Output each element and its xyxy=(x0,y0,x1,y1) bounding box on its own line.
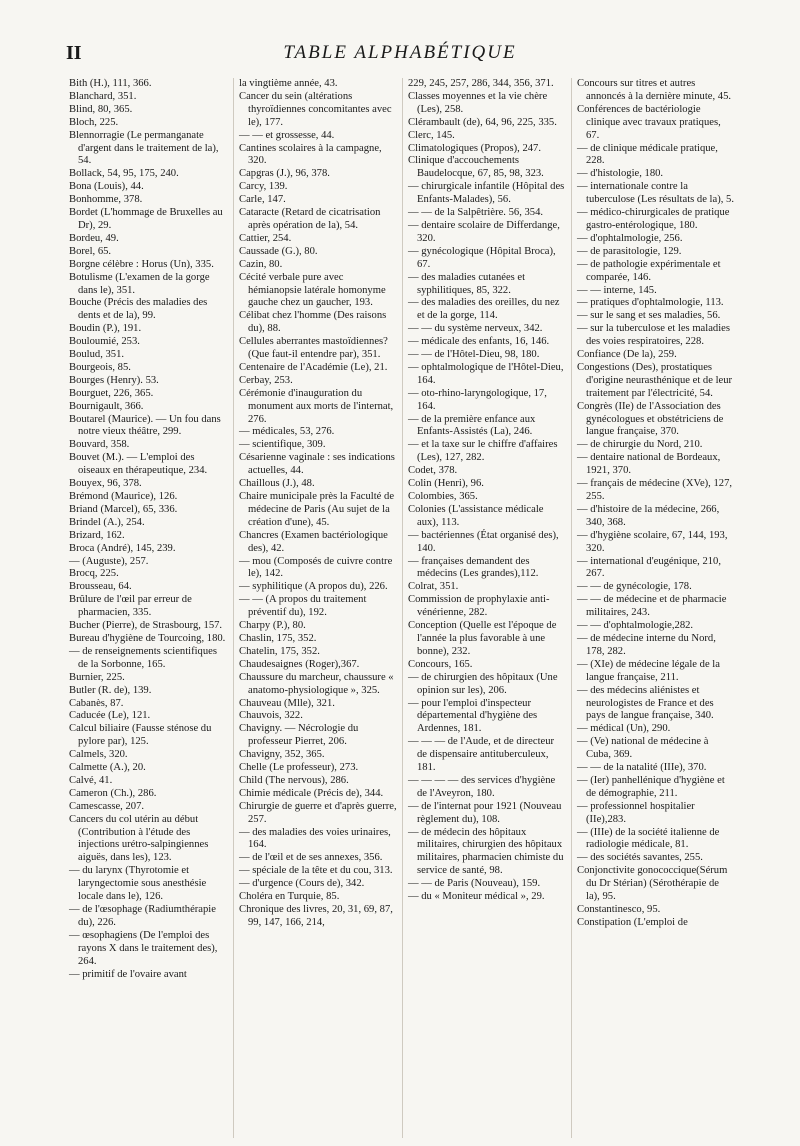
index-entry: Classes moyennes et la vie chère (Les), 258. xyxy=(408,90,548,115)
index-entry: — (IIIe) de la société italienne de radiologie médicale, 81. xyxy=(577,826,720,851)
index-entry: Chronique des livres, 20, 31, 69, 87, 99, 147, 166, 214, xyxy=(239,904,393,928)
index-entry: Child (The nervous), 286. xyxy=(239,774,349,786)
index-entry: Concours sur titres et autres annoncés à la dernière minute, 45. xyxy=(577,78,732,102)
index-entry: — — de gynécologie, 178. xyxy=(577,581,692,593)
index-entry: — sur le sang et ses maladies, 56. xyxy=(577,310,721,322)
index-entry: Cécité verbale pure avec hémianopsie latérale homonyme gauche chez un gaucher, 193. xyxy=(239,271,386,309)
index-entry: — sur la tuberculose et les maladies des voies respiratoires, 228. xyxy=(577,323,730,348)
index-entry: Chimie médicale (Précis de), 344. xyxy=(239,787,384,799)
index-entry: — (Ve) national de médecine à Cuba, 369. xyxy=(577,736,709,761)
index-column-1 xyxy=(64,78,233,1138)
index-entry: Confiance (De la), 259. xyxy=(577,349,677,361)
index-entry: Cellules aberrantes mastoïdiennes? (Que faut-il entendre par), 351. xyxy=(239,336,388,361)
index-entry: — — de médecine et de pharmacie militaires, 243. xyxy=(577,594,727,619)
index-entry: Choléra en Turquie, 85. xyxy=(239,891,340,903)
index-entry: Carle, 147. xyxy=(239,194,286,206)
index-entry: Cancers du col utérin au début (Contribution à l'étude des injections urétro-salpingiennes aiguës, dans les), 123. xyxy=(69,813,209,864)
index-entry: Chaussure du marcheur, chaussure « anatomo-physiologique », 325. xyxy=(239,671,394,696)
index-entry: Calmels, 320. xyxy=(69,749,128,761)
index-entry: Calvé, 41. xyxy=(69,774,113,786)
index-column-2 xyxy=(233,78,402,1138)
page-number: II xyxy=(66,42,82,64)
index-entry: Blind, 80, 365. xyxy=(69,103,133,115)
index-entry: Conférences de bactériologie clinique avec travaux pratiques, 67. xyxy=(577,103,721,141)
index-entry: Caussade (G.), 80. xyxy=(239,245,318,257)
index-entry: — de parasitologie, 129. xyxy=(577,245,682,257)
index-entry: — médico-chirurgicales de pratique gastro-entérologique, 180. xyxy=(577,207,730,231)
index-entry: — chirurgicale infantile (Hôpital des Enfants-Malades), 56. xyxy=(408,181,565,206)
index-entry: — — et grossesse, 44. xyxy=(239,129,335,141)
index-entry: — de l'œil et de ses annexes, 356. xyxy=(239,852,383,864)
index-entry: — d'histoire de la médecine, 266, 340, 368. xyxy=(577,503,720,528)
index-entry: Bouyex, 96, 378. xyxy=(69,478,142,490)
index-entry: Constipation (L'emploi de xyxy=(577,916,688,928)
index-entry: Bournigault, 366. xyxy=(69,400,144,412)
index-entry: Calcul biliaire (Fausse sténose du pylore par), 125. xyxy=(69,723,212,748)
index-entry: Chirurgie de guerre et d'après guerre, 257. xyxy=(239,800,397,825)
index-entry: Clinique d'accouchements Baudelocque, 67, 85, 98, 323. xyxy=(408,155,544,180)
index-entry: Chaillous (J.), 48. xyxy=(239,478,315,490)
index-entry: — mou (Composés de cuivre contre le), 142. xyxy=(239,555,393,580)
index-entry: Chancres (Examen bactériologique des), 42. xyxy=(239,529,388,554)
index-entry: — — de l'Hôtel-Dieu, 98, 180. xyxy=(408,349,540,361)
index-entry: — dentaire scolaire de Differdange, 320. xyxy=(408,219,560,244)
index-entry: — français de médecine (XVe), 127, 255. xyxy=(577,478,733,502)
index-entry: — — de Paris (Nouveau), 159. xyxy=(408,878,541,890)
index-entry: Constantinesco, 95. xyxy=(577,904,661,915)
index-entry: Cabanès, 87. xyxy=(69,697,124,709)
index-entry: Bollack, 54, 95, 175, 240. xyxy=(69,168,179,180)
index-entry: — (XIe) de médecine légale de la langue française, 211. xyxy=(577,658,720,683)
index-entry: Broca (André), 145, 239. xyxy=(69,542,176,554)
index-entry: Bloch, 225. xyxy=(69,116,119,128)
index-entry: — médical (Un), 290. xyxy=(577,723,671,735)
index-entry: Borgne célèbre : Horus (Un), 335. xyxy=(69,258,214,270)
index-entry: Camescasse, 207. xyxy=(69,800,145,812)
index-entry: Célibat chez l'homme (Des raisons du), 88. xyxy=(239,310,387,335)
index-entry: Bouche (Précis des maladies des dents et de la), 99. xyxy=(69,297,208,322)
index-entry: Congestions (Des), prostatiques d'origine neurasthénique et de leur traitement par l'électricité, 54. xyxy=(577,361,733,399)
index-entry: — d'ophtalmologie, 256. xyxy=(577,232,683,244)
index-entry: Bourges (Henry). 53. xyxy=(69,374,159,386)
index-entry: — des sociétés savantes, 255. xyxy=(577,852,703,864)
index-entry: Bith (H.), 111, 366. xyxy=(69,78,152,89)
index-entry: Calmette (A.), 20. xyxy=(69,762,146,774)
page-header xyxy=(60,40,740,70)
index-entry: Cerbay, 253. xyxy=(239,374,293,386)
index-entry: — des médecins aliénistes et neurologistes de France et des pays de langue française, 340. xyxy=(577,684,714,722)
index-entry: Chatelin, 175, 352. xyxy=(239,645,320,657)
index-entry: Borel, 65. xyxy=(69,245,112,257)
index-entry: — (Ier) panhellénique d'hygiène et de démographie, 211. xyxy=(577,774,725,799)
index-entry: — de pathologie expérimentale et comparée, 146. xyxy=(577,258,721,283)
index-entry: — de médecine interne du Nord, 178, 282. xyxy=(577,632,716,657)
index-columns xyxy=(64,78,740,1138)
index-entry: — bactériennes (État organisé des), 140. xyxy=(408,529,559,554)
index-entry: Briand (Marcel), 65, 336. xyxy=(69,503,178,515)
index-entry: Cazin, 80. xyxy=(239,258,283,270)
index-entry: Césarienne vaginale : ses indications actuelles, 44. xyxy=(239,452,395,477)
index-entry: — de clinique médicale pratique, 228. xyxy=(577,142,718,167)
index-entry: Caducée (Le), 121. xyxy=(69,710,151,722)
index-entry: Boudin (P.), 191. xyxy=(69,323,142,335)
index-entry: — médicale des enfants, 16, 146. xyxy=(408,336,550,348)
index-entry: Commission de prophylaxie anti-vénérienne, 282. xyxy=(408,594,550,619)
index-entry: — international d'eugénique, 210, 267. xyxy=(577,555,722,580)
index-entry: — — interne, 145. xyxy=(577,284,657,296)
index-entry: — et la taxe sur le chiffre d'affaires (Les), 127, 282. xyxy=(408,439,558,464)
index-entry: — scientifique, 309. xyxy=(239,439,326,451)
index-entry: Chaire municipale près la Faculté de médecine de Paris (Au sujet de la création d'une), 45. xyxy=(239,491,395,528)
index-entry: Bouloumié, 253. xyxy=(69,336,140,348)
index-entry: Chauveau (Mlle), 321. xyxy=(239,697,335,709)
index-entry: Bordeu, 49. xyxy=(69,232,119,244)
index-entry: Conjonctivite gonococcique(Sérum du Dr Stérian) (Sérothérapie de la), 95. xyxy=(577,865,728,903)
index-entry: Centenaire de l'Académie (Le), 21. xyxy=(239,361,388,373)
index-entry: — de chirurgie du Nord, 210. xyxy=(577,439,703,451)
index-entry: Burnier, 225. xyxy=(69,671,125,683)
index-entry: — spéciale de la tête et du cou, 313. xyxy=(239,865,393,877)
index-entry: Codet, 378. xyxy=(408,465,458,477)
index-entry: Colonies (L'assistance médicale aux), 113. xyxy=(408,503,544,528)
index-entry: — des maladies des voies urinaires, 164. xyxy=(239,826,391,851)
index-entry: — — d'ophtalmologie,282. xyxy=(577,620,694,632)
index-entry: — dentaire national de Bordeaux, 1921, 370. xyxy=(577,452,721,477)
index-entry: — médicales, 53, 276. xyxy=(239,426,335,438)
index-entry: Brizard, 162. xyxy=(69,529,125,541)
index-entry: — oto-rhino-laryngologique, 17, 164. xyxy=(408,387,547,412)
index-entry: Concours, 165. xyxy=(408,658,473,670)
index-entry: — pour l'emploi d'inspecteur départemental d'hygiène des Ardennes, 181. xyxy=(408,697,538,735)
index-entry: Bureau d'hygiène de Tourcoing, 180. xyxy=(69,632,226,644)
index-column-4 xyxy=(571,78,740,1138)
index-entry: — — — — des services d'hygiène de l'Aveyron, 180. xyxy=(408,774,556,799)
index-entry: — — (A propos du traitement préventif du), 192. xyxy=(239,594,367,619)
index-entry: Cattier, 254. xyxy=(239,232,292,244)
index-entry: Brousseau, 64. xyxy=(69,581,132,593)
index-entry: Clérambault (de), 64, 96, 225, 335. xyxy=(408,116,557,128)
index-entry: Congrès (IIe) de l'Association des gynécologues et obstétriciens de langue française, 370. xyxy=(577,400,724,438)
index-entry: — ophtalmologique de l'Hôtel-Dieu, 164. xyxy=(408,361,564,386)
index-entry: Bouvard, 358. xyxy=(69,439,130,451)
index-entry: Bourgeois, 85. xyxy=(69,361,131,373)
index-entry: Charpy (P.), 80. xyxy=(239,620,306,632)
index-column-3 xyxy=(402,78,571,1138)
index-entry: — des maladies des oreilles, du nez et de la gorge, 114. xyxy=(408,297,560,322)
index-entry: — de renseignements scientifiques de la Sorbonne, 165. xyxy=(69,645,217,670)
index-entry: Chauvois, 322. xyxy=(239,710,303,722)
index-entry: Bouvet (M.). — L'emploi des oiseaux en thérapeutique, 234. xyxy=(69,452,208,477)
index-entry: Boutarel (Maurice). — Un fou dans notre vieux théâtre, 299. xyxy=(69,413,221,438)
index-entry: — d'histologie, 180. xyxy=(577,168,664,180)
index-entry: 229, 245, 257, 286, 344, 356, 371. xyxy=(408,78,554,89)
index-entry: — de l'internat pour 1921 (Nouveau règlement du), 108. xyxy=(408,800,562,825)
index-entry: — de l'œsophage (Radiumthérapie du), 226. xyxy=(69,904,216,928)
running-title: TABLE ALPHABÉTIQUE xyxy=(283,42,517,63)
index-entry: — du larynx (Thyrotomie et laryngectomie sous anesthésie locale dans le), 126. xyxy=(69,865,207,903)
index-entry: Botulisme (L'examen de la gorge dans le), 351. xyxy=(69,271,210,296)
index-entry: — de la première enfance aux Enfants-Assistés (La), 246. xyxy=(408,413,536,438)
index-entry: Brémond (Maurice), 126. xyxy=(69,491,178,502)
index-entry: — primitif de l'ovaire avant xyxy=(69,968,187,980)
index-entry: — — — de l'Aude, et de directeur de dispensaire antituberculeux, 181. xyxy=(408,736,555,774)
index-entry: — d'hygiène scolaire, 67, 144, 193, 320. xyxy=(577,529,728,554)
index-entry: Chelle (Le professeur), 273. xyxy=(239,762,359,774)
index-entry: — professionnel hospitalier (IIe),283. xyxy=(577,800,695,825)
index-entry: — d'urgence (Cours de), 342. xyxy=(239,878,365,890)
index-entry: — de médecin des hôpitaux militaires, chirurgien des hôpitaux militaires, pharmacien chimiste du service de santé, 98. xyxy=(408,826,564,877)
index-entry: Chavigny. — Nécrologie du professeur Pierret, 206. xyxy=(239,723,359,748)
index-entry: Chaudesaignes (Roger),367. xyxy=(239,658,360,670)
index-entry: — des maladies cutanées et syphilitiques, 85, 322. xyxy=(408,271,526,296)
index-entry: Bucher (Pierre), de Strasbourg, 157. xyxy=(69,620,223,632)
index-entry: Cataracte (Retard de cicatrisation après opération de la), 54. xyxy=(239,207,381,231)
index-entry: Chavigny, 352, 365. xyxy=(239,749,325,761)
index-entry: Colombies, 365. xyxy=(408,491,478,502)
index-entry: Cameron (Ch.), 286. xyxy=(69,787,157,799)
index-entry: Cancer du sein (altérations thyroïdiennes concomitantes avec le), 177. xyxy=(239,90,392,128)
index-entry: Brindel (A.), 254. xyxy=(69,516,145,528)
index-entry: — du « Moniteur médical », 29. xyxy=(408,891,545,903)
index-entry: Bordet (L'hommage de Bruxelles au Dr), 29. xyxy=(69,207,223,231)
index-entry: Blennorragie (Le permanganate d'argent dans le traitement de la), 54. xyxy=(69,129,219,167)
index-entry: Chaslin, 175, 352. xyxy=(239,632,317,644)
index-entry: Capgras (J.), 96, 378. xyxy=(239,168,330,180)
index-entry: — françaises demandent des médecins (Les grandes),112. xyxy=(408,555,539,580)
index-entry: — pratiques d'ophtalmologie, 113. xyxy=(577,297,724,309)
index-entry: Butler (R. de), 139. xyxy=(69,684,152,696)
index-entry: — de chirurgien des hôpitaux (Une opinion sur les), 206. xyxy=(408,671,558,696)
index-entry: — — de la natalité (IIIe), 370. xyxy=(577,762,707,774)
index-entry: Blanchard, 351. xyxy=(69,90,137,102)
index-entry: — — du système nerveux, 342. xyxy=(408,323,543,335)
index-entry: Conception (Quelle est l'époque de l'année la plus favorable à une bonne), 232. xyxy=(408,620,557,657)
index-entry: Bona (Louis), 44. xyxy=(69,181,144,193)
index-entry: Brûlure de l'œil par erreur de pharmacien, 335. xyxy=(69,594,192,619)
index-entry: Climatologiques (Propos), 247. xyxy=(408,142,542,154)
index-entry: Cantines scolaires à la campagne, 320. xyxy=(239,142,382,167)
index-entry: Colin (Henri), 96. xyxy=(408,478,484,490)
index-entry: Brocq, 225. xyxy=(69,568,119,580)
index-entry: — (Auguste), 257. xyxy=(69,555,149,567)
index-entry: Cérémonie d'inauguration du monument aux morts de l'internat, 276. xyxy=(239,387,394,425)
index-entry: — œsophagiens (De l'emploi des rayons X dans le traitement des), 264. xyxy=(69,929,218,967)
index-entry: — gynécologique (Hôpital Broca), 67. xyxy=(408,245,556,270)
index-entry: Bourguet, 226, 365. xyxy=(69,387,154,399)
index-entry: Bonhomme, 378. xyxy=(69,194,143,206)
index-entry: — internationale contre la tuberculose (Les résultats de la), 5. xyxy=(577,181,734,206)
index-entry: la vingtième année, 43. xyxy=(239,78,338,89)
index-entry: — — de la Salpêtrière. 56, 354. xyxy=(408,207,544,219)
index-entry: Boulud, 351. xyxy=(69,349,125,361)
index-entry: Clerc, 145. xyxy=(408,129,455,141)
index-entry: Carcy, 139. xyxy=(239,181,288,193)
index-entry: Colrat, 351. xyxy=(408,581,459,593)
index-entry: — syphilitique (A propos du), 226. xyxy=(239,581,388,593)
